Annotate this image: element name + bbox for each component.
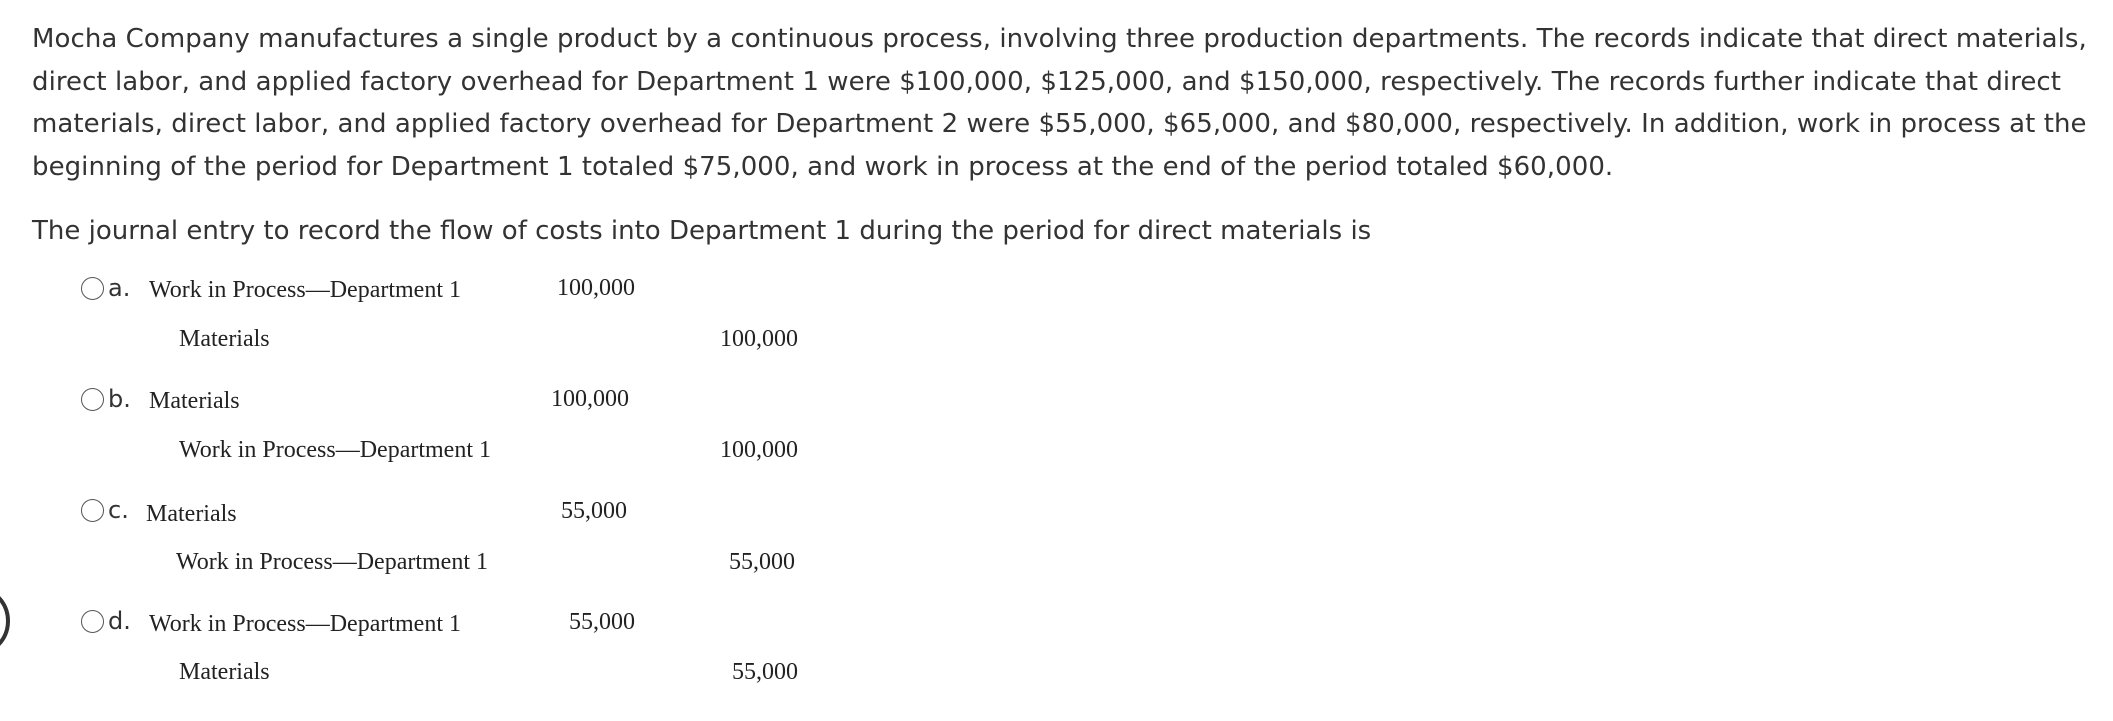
radio-button-b[interactable] — [81, 388, 104, 411]
debit-account-c: Materials — [146, 501, 237, 527]
question-prompt: The journal entry to record the flow of costs into Department 1 during the period for direct materials is — [32, 216, 1372, 246]
debit-account-d: Work in Process—Department 1 — [149, 611, 461, 637]
credit-account-d: Materials — [179, 659, 270, 685]
credit-amount-a: 100,000 — [720, 326, 798, 352]
credit-amount-b: 100,000 — [720, 437, 798, 463]
answer-option-c[interactable] — [0, 496, 900, 609]
answer-option-a[interactable] — [0, 274, 900, 387]
option-letter-d: d. — [108, 607, 131, 635]
option-letter-c: c. — [108, 496, 129, 524]
credit-account-c: Work in Process—Department 1 — [176, 549, 488, 575]
answer-option-d[interactable] — [0, 607, 900, 720]
radio-button-d[interactable] — [81, 610, 104, 633]
debit-account-a: Work in Process—Department 1 — [149, 277, 461, 303]
debit-amount-c: 55,000 — [561, 498, 627, 524]
radio-button-c[interactable] — [81, 499, 104, 522]
question-paragraph: Mocha Company manufactures a single product by a continuous process, involving three production departments. The records indicate that direct materials, direct labor, and applied factory overhead for Department 1 were $100,000, $125,000, and $150,000, respectively. The records further indicate that direct materials, direct labor, and applied factory overhead for Department 2 were $55,000, $65,000, and $80,000, respectively. In addition, work in process at the beginning of the period for Department 1 totaled $75,000, and work in process at the end of the period totaled $60,000. — [32, 24, 2087, 182]
credit-account-a: Materials — [179, 326, 270, 352]
option-letter-b: b. — [108, 385, 131, 413]
debit-amount-b: 100,000 — [551, 386, 629, 412]
radio-button-a[interactable] — [81, 277, 104, 300]
credit-amount-c: 55,000 — [729, 549, 795, 575]
credit-amount-d: 55,000 — [732, 659, 798, 685]
option-letter-a: a. — [108, 274, 131, 302]
credit-account-b: Work in Process—Department 1 — [179, 437, 491, 463]
debit-amount-d: 55,000 — [569, 609, 635, 635]
debit-amount-a: 100,000 — [557, 275, 635, 301]
debit-account-b: Materials — [149, 388, 240, 414]
answer-option-b[interactable] — [0, 385, 900, 498]
